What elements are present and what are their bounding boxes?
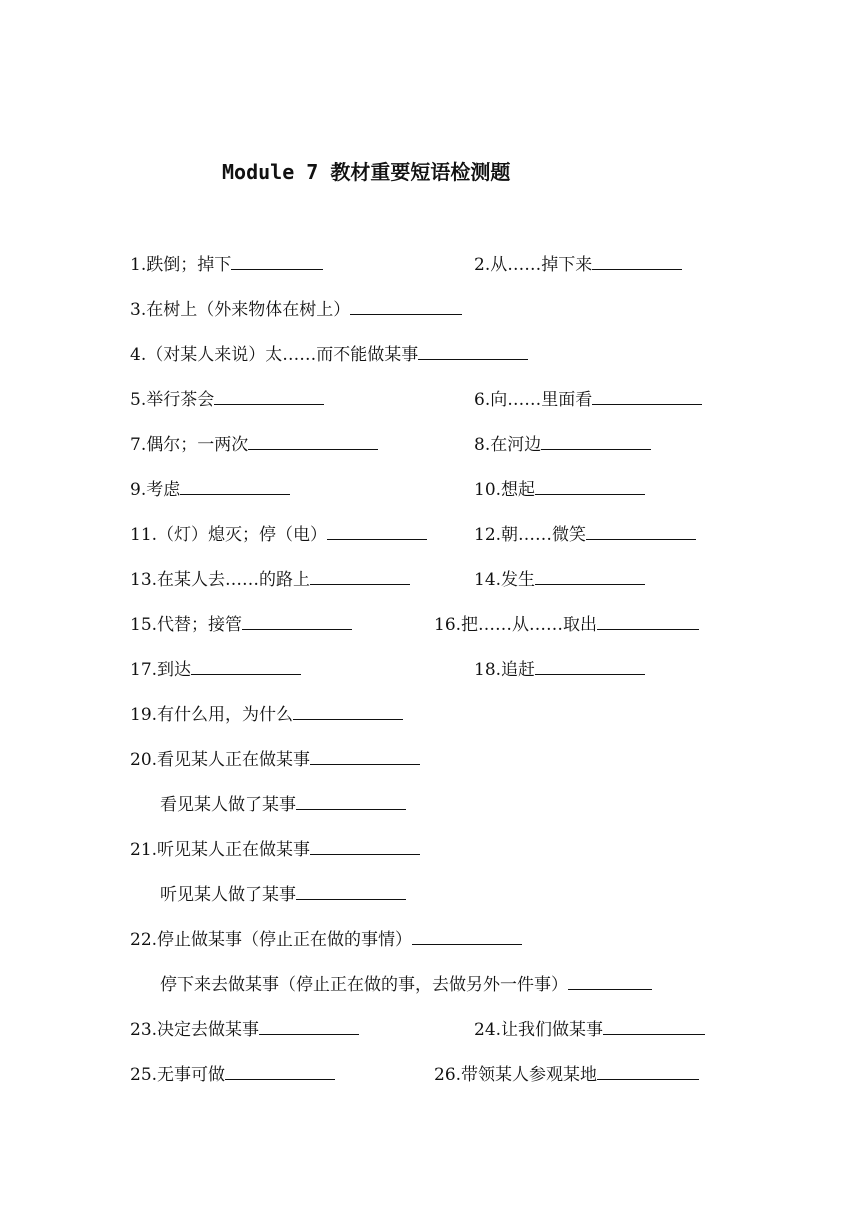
item-number: 6. xyxy=(474,390,491,410)
item-text: 朝……微笑 xyxy=(501,525,587,545)
answer-blank[interactable] xyxy=(180,477,290,495)
answer-blank[interactable] xyxy=(418,342,528,360)
item-text: 在河边 xyxy=(490,435,542,455)
item-text: 看见某人正在做某事 xyxy=(157,750,311,770)
answer-blank[interactable] xyxy=(327,522,427,540)
item-number: 25. xyxy=(130,1065,158,1085)
item-text: 偶尔；一两次 xyxy=(146,435,249,455)
list-item xyxy=(130,657,301,681)
answer-blank[interactable] xyxy=(586,522,696,540)
list-item xyxy=(130,342,528,366)
item-text: 向……里面看 xyxy=(490,390,593,410)
list-item xyxy=(130,522,427,546)
list-item xyxy=(434,1062,699,1086)
item-number: 7. xyxy=(130,435,147,455)
item-text: 听见某人正在做某事 xyxy=(157,840,311,860)
list-item xyxy=(130,567,410,591)
item-text: 想起 xyxy=(501,480,536,500)
item-text: 有什么用，为什么 xyxy=(157,705,294,725)
answer-blank[interactable] xyxy=(603,1017,705,1035)
item-text: 在树上（外来物体在树上） xyxy=(146,300,351,320)
answer-blank[interactable] xyxy=(350,297,462,315)
item-text: 举行茶会 xyxy=(146,390,215,410)
item-number: 2. xyxy=(474,255,491,275)
item-number: 19. xyxy=(130,705,158,725)
list-item xyxy=(130,702,403,726)
list-item xyxy=(130,297,462,321)
item-text: 考虑 xyxy=(146,480,181,500)
item-text: 停下来去做某事（停止正在做的事，去做另外一件事） xyxy=(160,975,568,995)
item-text: 停止做某事（停止正在做的事情） xyxy=(157,930,413,950)
answer-blank[interactable] xyxy=(310,747,420,765)
list-item xyxy=(160,972,652,996)
answer-blank[interactable] xyxy=(296,882,406,900)
list-item xyxy=(474,252,682,276)
list-item xyxy=(474,522,696,546)
list-item xyxy=(474,432,651,456)
answer-blank[interactable] xyxy=(231,252,323,270)
item-number: 4. xyxy=(130,345,147,365)
item-number: 9. xyxy=(130,480,147,500)
item-number: 18. xyxy=(474,660,502,680)
answer-blank[interactable] xyxy=(225,1062,335,1080)
answer-blank[interactable] xyxy=(310,567,410,585)
list-item xyxy=(130,612,352,636)
item-text: 跌倒；掉下 xyxy=(146,255,232,275)
list-item xyxy=(130,387,324,411)
item-text: 让我们做某事 xyxy=(501,1020,604,1040)
answer-blank[interactable] xyxy=(541,432,651,450)
item-number: 3. xyxy=(130,300,147,320)
item-number: 8. xyxy=(474,435,491,455)
list-item xyxy=(160,882,406,906)
list-item xyxy=(130,252,323,276)
item-number: 14. xyxy=(474,570,502,590)
list-item xyxy=(130,432,378,456)
answer-blank[interactable] xyxy=(248,432,378,450)
item-number: 23. xyxy=(130,1020,158,1040)
answer-blank[interactable] xyxy=(293,702,403,720)
item-number: 10. xyxy=(474,480,502,500)
item-text: 决定去做某事 xyxy=(157,1020,260,1040)
item-number: 11. xyxy=(130,525,158,545)
item-number: 12. xyxy=(474,525,502,545)
item-number: 1. xyxy=(130,255,147,275)
item-text: 发生 xyxy=(501,570,536,590)
item-text: 无事可做 xyxy=(157,1065,226,1085)
list-item xyxy=(130,747,420,771)
answer-blank[interactable] xyxy=(214,387,324,405)
answer-blank[interactable] xyxy=(535,477,645,495)
item-number: 13. xyxy=(130,570,158,590)
list-item xyxy=(130,837,420,861)
item-text: 到达 xyxy=(157,660,192,680)
answer-blank[interactable] xyxy=(259,1017,359,1035)
answer-blank[interactable] xyxy=(597,1062,699,1080)
item-text: 听见某人做了某事 xyxy=(160,885,296,905)
item-number: 24. xyxy=(474,1020,502,1040)
item-text: 看见某人做了某事 xyxy=(160,795,296,815)
item-number: 17. xyxy=(130,660,158,680)
item-number: 16. xyxy=(434,615,462,635)
item-number: 20. xyxy=(130,750,158,770)
list-item xyxy=(130,1017,359,1041)
item-text: 把……从……取出 xyxy=(461,615,598,635)
list-item xyxy=(434,612,699,636)
item-number: 22. xyxy=(130,930,158,950)
item-text: （对某人来说）太……而不能做某事 xyxy=(146,345,419,365)
item-number: 21. xyxy=(130,840,158,860)
item-number: 26. xyxy=(434,1065,462,1085)
answer-blank[interactable] xyxy=(310,837,420,855)
answer-blank[interactable] xyxy=(535,657,645,675)
answer-blank[interactable] xyxy=(412,927,522,945)
item-text: 在某人去……的路上 xyxy=(157,570,311,590)
list-item xyxy=(474,387,702,411)
list-item xyxy=(474,1017,705,1041)
answer-blank[interactable] xyxy=(535,567,645,585)
answer-blank[interactable] xyxy=(242,612,352,630)
item-text: 从……掉下来 xyxy=(490,255,593,275)
list-item xyxy=(474,477,645,501)
list-item xyxy=(160,792,406,816)
answer-blank[interactable] xyxy=(592,252,682,270)
answer-blank[interactable] xyxy=(592,387,702,405)
list-item xyxy=(130,1062,335,1086)
answer-blank[interactable] xyxy=(597,612,699,630)
page-title: Module 7 教材重要短语检测题 xyxy=(222,160,511,184)
item-number: 15. xyxy=(130,615,158,635)
list-item xyxy=(474,567,645,591)
list-item xyxy=(130,927,522,951)
item-text: （灯）熄灭；停（电） xyxy=(157,525,328,545)
item-text: 带领某人参观某地 xyxy=(461,1065,598,1085)
answer-blank[interactable] xyxy=(296,792,406,810)
answer-blank[interactable] xyxy=(568,972,652,990)
list-item xyxy=(474,657,645,681)
item-text: 追赶 xyxy=(501,660,536,680)
answer-blank[interactable] xyxy=(191,657,301,675)
item-number: 5. xyxy=(130,390,147,410)
item-text: 代替；接管 xyxy=(157,615,243,635)
list-item xyxy=(130,477,290,501)
